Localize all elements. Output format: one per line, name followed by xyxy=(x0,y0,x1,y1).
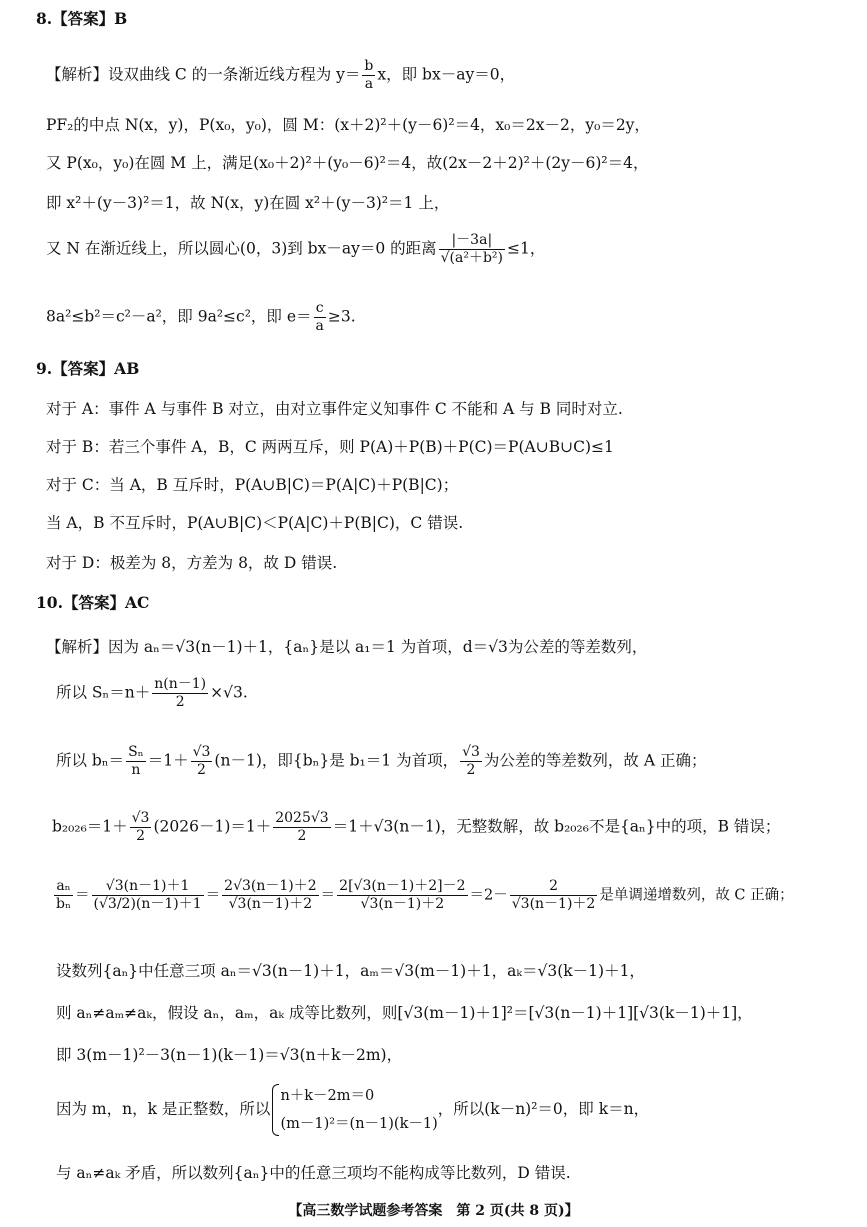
fraction-numerator: √3 xyxy=(131,810,150,826)
q10-line-1: 【解析】因为 aₙ＝√3(n－1)＋1，{aₙ}是以 a₁＝1 为首项，d＝√3为公差的等差数列， xyxy=(46,638,648,656)
fraction xyxy=(460,744,482,779)
fraction-denominator: 2 xyxy=(136,828,146,844)
q9-line-3: 对于 C：当 A，B 互斥时，P(A∪B|C)＝P(A|C)＋P(B|C)； xyxy=(46,476,459,494)
fraction xyxy=(92,878,204,913)
fraction xyxy=(273,810,330,845)
q10-line-10: 与 aₙ≠aₖ 矛盾，所以数列{aₙ}中的任意三项均不能构成等比数列，D 错误. xyxy=(56,1164,571,1182)
fraction-numerator: 2 xyxy=(510,878,598,896)
fraction-denominator: (√3/2)(n－1)＋1 xyxy=(93,896,202,912)
q9-answer: 9.【答案】AB xyxy=(36,359,140,378)
fraction-numerator: √3 xyxy=(462,744,480,760)
fraction xyxy=(222,878,319,913)
fraction-denominator: √3(n－1)＋2 xyxy=(511,896,596,912)
q10-line-5: $\frac{\text{aₙ}}{\text{bₙ}}$ ＝ $\frac{√3(n-1)+1}{(√3/2)(n-1)+1}$ ＝ $\frac{2√3(n-1)+2}{√3(n-1)+2}$ ＝ $\frac{2[√3(n-1)+2]-2}{√3(n-1)+2}$ ＝2－ $\frac{2}{√3(n-1)+2}$ 是单调递增数列，故 C 正确； xyxy=(56,878,794,912)
q10-line-4-a: b₂₀₂₆＝1＋ xyxy=(52,817,128,836)
fraction-denominator: √3(n－1)＋2 xyxy=(360,896,445,912)
q8-line-1 xyxy=(46,58,867,93)
q8-line-5 xyxy=(46,232,867,267)
q10-line-2-pre: 所以 Sₙ＝n＋ xyxy=(56,683,151,702)
q8-line-4: 即 x²＋(y－3)²＝1，故 N(x，y)在圆 x²＋(y－3)²＝1 上， xyxy=(46,194,450,212)
fraction-denominator: 2 xyxy=(197,762,206,778)
fraction xyxy=(510,878,598,913)
q9-line-4: 当 A，B 不互斥时，P(A∪B|C)＜P(A|C)＋P(B|C)，C 错误. xyxy=(46,514,464,532)
q8-line-2: PF₂的中点 N(x，y)，P(x₀，y₀)，圆 M：(x＋2)²＋(y－6)²＝4，x₀＝2x－2，y₀＝2y， xyxy=(46,116,650,134)
fraction xyxy=(152,676,208,711)
q8-line-1-post: x，即 bx－ay＝0， xyxy=(377,65,516,84)
fraction-denominator: n xyxy=(131,762,141,778)
q10-line-2 xyxy=(56,676,867,711)
fraction-denominator: √(a²＋b²) xyxy=(440,250,504,266)
fraction-numerator: 2√3(n－1)＋2 xyxy=(224,878,317,894)
fraction xyxy=(191,744,213,779)
fraction-denominator: √3(n－1)＋2 xyxy=(228,896,313,912)
fraction-numerator: 2[√3(n－1)＋2]－2 xyxy=(339,878,466,894)
fraction xyxy=(130,810,152,845)
q8-line-6-post: ≥3. xyxy=(327,307,356,326)
fraction-denominator: 2 xyxy=(175,694,185,710)
q10-line-7: 则 aₙ≠aₘ≠aₖ，假设 aₙ，aₘ，aₖ 成等比数列，则[√3(m－1)＋1]²＝[√3(n－1)＋1][√3(k－1)＋1]， xyxy=(56,1004,753,1022)
q8-line-5-pre: 又 N 在渐近线上，所以圆心(0，3)到 bx－ay＝0 的距离 xyxy=(46,239,437,258)
fraction-numerator: |－3a| xyxy=(439,232,505,250)
q10-line-9 xyxy=(56,1082,867,1138)
q10-line-2-post: ×√3. xyxy=(210,683,248,702)
q10-answer: 10.【答案】AC xyxy=(36,593,150,612)
equation-2: (m－1)²＝(n－1)(k－1) xyxy=(280,1116,438,1132)
fraction xyxy=(126,744,146,779)
fraction-numerator: √3(n－1)＋1 xyxy=(92,878,204,896)
q10-line-5-post: 是单调递增数列，故 C 正确； xyxy=(599,887,794,904)
fraction-numerator: aₙ xyxy=(54,878,73,896)
fraction xyxy=(314,300,326,335)
q10-line-4-c: ＝1＋√3(n－1)，无整数解，故 b₂₀₂₆不是{aₙ}中的项，B 错误； xyxy=(332,817,781,836)
fraction-denominator: 2 xyxy=(297,828,307,844)
fraction-numerator: 2025√3 xyxy=(275,810,329,826)
fraction xyxy=(362,58,375,93)
fraction xyxy=(337,878,467,913)
fraction-numerator: c xyxy=(314,300,326,318)
q10-line-9-pre: 因为 m，n，k 是正整数，所以 xyxy=(56,1100,271,1118)
q10-line-4-b: (2026－1)＝1＋ xyxy=(153,817,272,836)
equation-system xyxy=(270,1082,437,1138)
q10-line-3-b: ＝1＋ xyxy=(147,751,189,770)
q10-line-8: 即 3(m－1)²－3(n－1)(k－1)＝√3(n＋k－2m)， xyxy=(56,1046,403,1064)
q10-line-3-d: 为公差的等差数列，故 A 正确； xyxy=(483,751,707,770)
q10-line-9-post: ，所以(k－n)²＝0，即 k＝n， xyxy=(437,1100,650,1118)
q10-line-3-a: 所以 bₙ＝ xyxy=(56,751,125,770)
q8-line-6-pre: 8a²≤b²＝c²－a²，即 9a²≤c²，即 e＝ xyxy=(46,307,312,326)
q8-line-1-pre: 【解析】设双曲线 C 的一条渐近线方程为 y＝ xyxy=(46,65,361,84)
q9-line-2: 对于 B：若三个事件 A，B，C 两两互斥，则 P(A)＋P(B)＋P(C)＝P(A∪B∪C)≤1 xyxy=(46,438,614,456)
q9-line-1: 对于 A：事件 A 与事件 B 对立，由对立事件定义知事件 C 不能和 A 与 B 同时对立. xyxy=(46,400,623,418)
q8-line-5-post: ≤1， xyxy=(507,239,546,258)
fraction-denominator: a xyxy=(315,318,324,334)
fraction-numerator: Sₙ xyxy=(128,744,144,760)
q10-line-3 xyxy=(56,744,867,779)
page-footer: 【高三数学试题参考答案 第 2 页(共 8 页)】 xyxy=(288,1203,579,1219)
q10-line-3-c: (n－1)，即{bₙ}是 b₁＝1 为首项， xyxy=(214,751,459,770)
q8-line-3: 又 P(x₀，y₀)在圆 M 上，满足(x₀＋2)²＋(y₀－6)²＝4，故(2x－2＋2)²＋(2y－6)²＝4， xyxy=(46,154,649,172)
fraction xyxy=(439,232,505,267)
fraction-denominator: 2 xyxy=(466,762,476,778)
q10-line-4 xyxy=(52,810,867,845)
q8-line-6 xyxy=(46,300,867,335)
equation-1: n＋k－2m＝0 xyxy=(280,1088,375,1104)
fraction-numerator: n(n－1) xyxy=(154,676,207,692)
q8-answer: 8.【答案】B xyxy=(36,9,128,28)
fraction-numerator: b xyxy=(364,58,374,74)
fraction xyxy=(54,878,73,913)
fraction-denominator: a xyxy=(364,76,374,92)
fraction-denominator: bₙ xyxy=(56,896,72,912)
fraction-numerator: √3 xyxy=(192,744,211,760)
q10-line-6: 设数列{aₙ}中任意三项 aₙ＝√3(n－1)＋1，aₘ＝√3(m－1)＋1，aₖ＝√3(k－1)＋1， xyxy=(56,962,645,980)
q9-line-5: 对于 D：极差为 8，方差为 8，故 D 错误. xyxy=(46,554,338,572)
q10-line-5-mid: ＝2－ xyxy=(469,887,508,904)
